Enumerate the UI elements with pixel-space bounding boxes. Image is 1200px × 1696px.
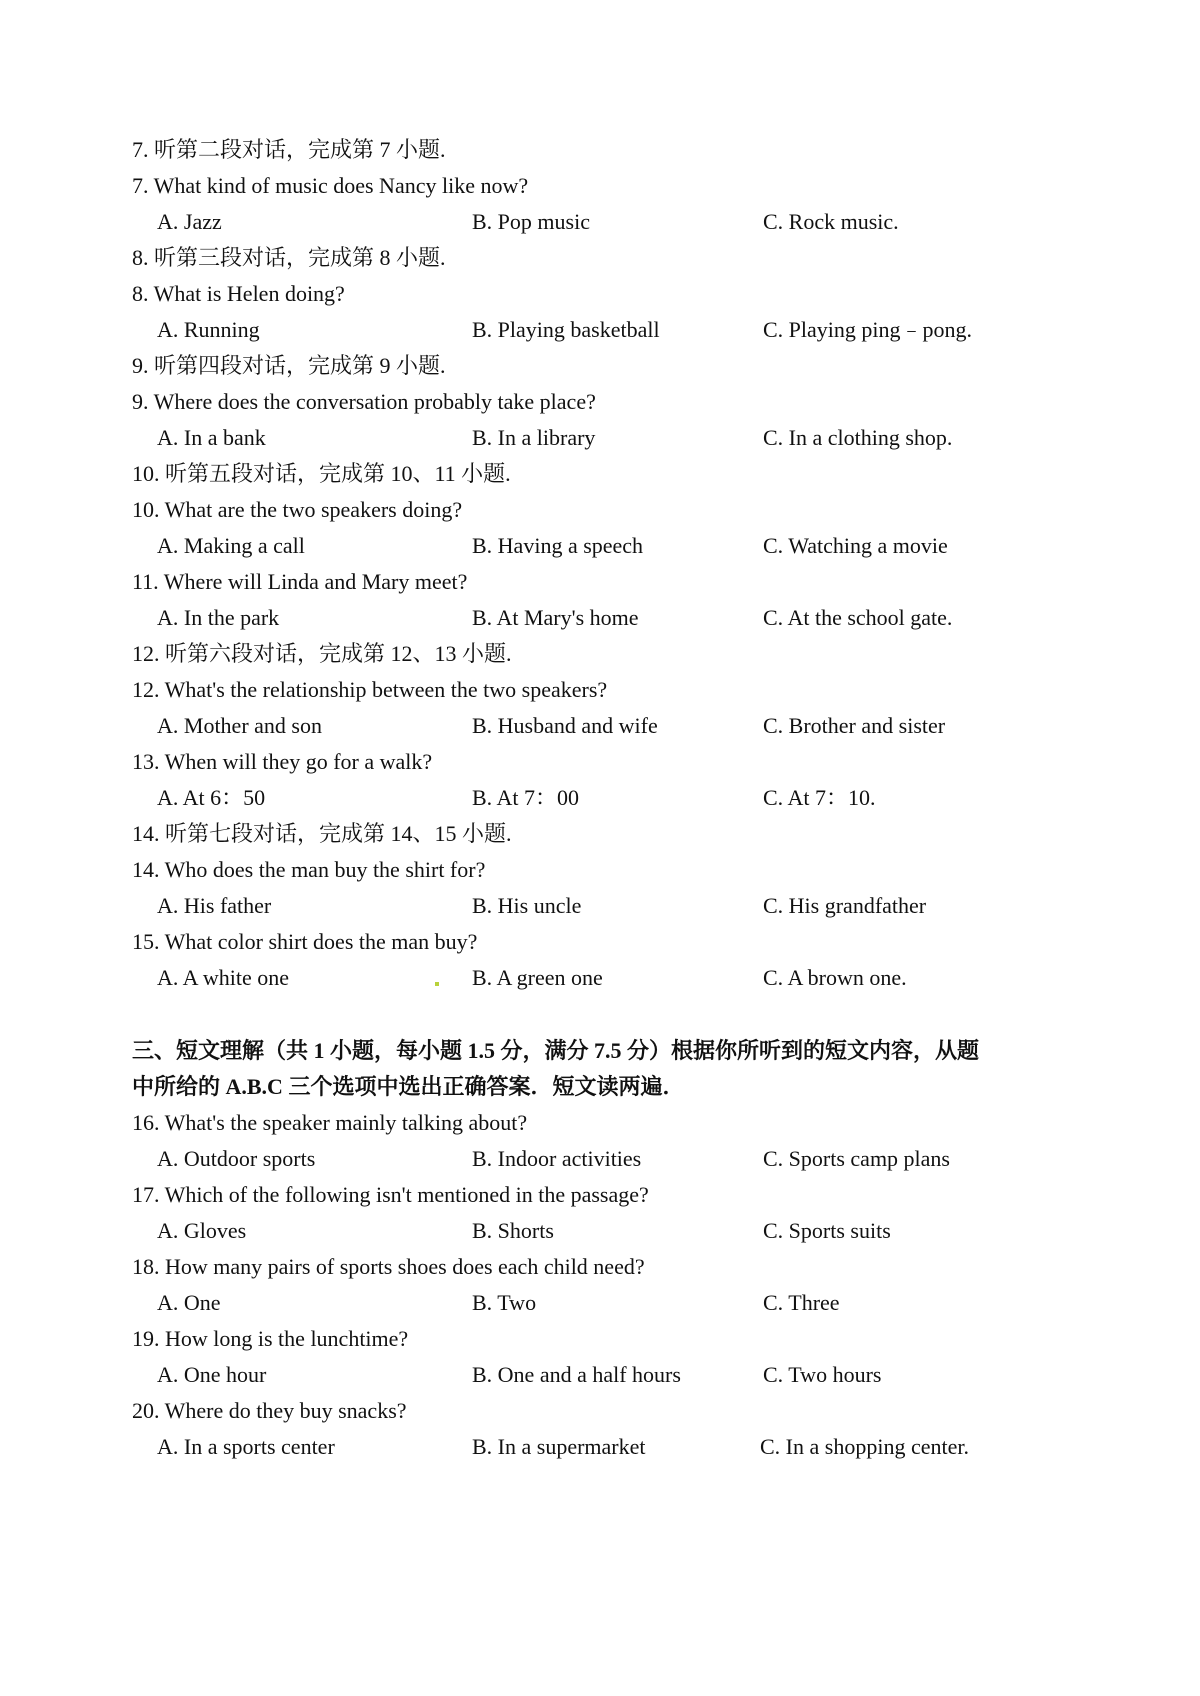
q19-option-a: A. One hour (157, 1362, 267, 1387)
q16-option-a: A. Outdoor sports (157, 1146, 316, 1171)
q10-option-c: C. Watching a movie (763, 533, 948, 558)
question-13: 13. When will they go for a walk? (132, 749, 433, 774)
q20-option-a: A. In a sports center (157, 1434, 335, 1459)
q17-option-a: A. Gloves (157, 1218, 247, 1243)
section-4-heading: 9. 听第四段对话，完成第 9 小题. (132, 353, 446, 378)
q11-option-a: A. In the park (157, 605, 280, 630)
q16-option-b: B. Indoor activities (472, 1146, 642, 1171)
q17-option-b: B. Shorts (472, 1218, 554, 1243)
q9-option-b: B. In a library (472, 425, 596, 450)
q13-option-c: C. At 7：10. (763, 785, 876, 810)
scan-speck (435, 982, 439, 986)
q15-option-b: B. A green one (472, 965, 603, 990)
q10-option-a: A. Making a call (157, 533, 305, 558)
question-12: 12. What's the relationship between the two speakers? (132, 677, 608, 702)
question-18: 18. How many pairs of sports shoes does each child need? (132, 1254, 645, 1279)
q12-option-b: B. Husband and wife (472, 713, 658, 738)
part-3-instructions-line-1: 三、短文理解（共 1 小题，每小题 1.5 分，满分 7.5 分）根据你所听到的短文内容，从题 (132, 1038, 980, 1063)
q19-option-c: C. Two hours (763, 1362, 882, 1387)
q17-option-c: C. Sports suits (763, 1218, 891, 1243)
q9-option-a: A. In a bank (157, 425, 266, 450)
section-6-heading: 12. 听第六段对话，完成第 12、13 小题. (132, 641, 512, 666)
q11-option-c: C. At the school gate. (763, 605, 953, 630)
q7-option-c: C. Rock music. (763, 209, 899, 234)
q9-option-c: C. In a clothing shop. (763, 425, 953, 450)
q14-option-b: B. His uncle (472, 893, 582, 918)
q12-option-a: A. Mother and son (157, 713, 322, 738)
q8-option-c: C. Playing ping﹣pong. (763, 317, 973, 342)
q8-option-b: B. Playing basketball (472, 317, 660, 342)
q16-option-c: C. Sports camp plans (763, 1146, 950, 1171)
part-3-instructions-line-2: 中所给的 A.B.C 三个选项中选出正确答案．短文读两遍． (132, 1074, 685, 1099)
section-3-heading: 8. 听第三段对话，完成第 8 小题. (132, 245, 446, 270)
q11-option-b: B. At Mary's home (472, 605, 639, 630)
q19-option-b: B. One and a half hours (472, 1362, 681, 1387)
q12-option-c: C. Brother and sister (763, 713, 946, 738)
q20-option-c: C. In a shopping center. (760, 1434, 969, 1459)
q7-option-b: B. Pop music (472, 209, 590, 234)
question-14: 14. Who does the man buy the shirt for? (132, 857, 486, 882)
q18-option-a: A. One (157, 1290, 221, 1315)
section-5-heading: 10. 听第五段对话，完成第 10、11 小题. (132, 461, 511, 486)
q14-option-c: C. His grandfather (763, 893, 927, 918)
q15-option-a: A. A white one (157, 965, 289, 990)
q18-option-c: C. Three (763, 1290, 840, 1315)
question-19: 19. How long is the lunchtime? (132, 1326, 409, 1351)
question-20: 20. Where do they buy snacks? (132, 1398, 407, 1423)
q13-option-a: A. At 6：50 (157, 785, 266, 810)
q8-option-a: A. Running (157, 317, 260, 342)
question-10: 10. What are the two speakers doing? (132, 497, 463, 522)
question-17: 17. Which of the following isn't mentioned in the passage? (132, 1182, 649, 1207)
question-15: 15. What color shirt does the man buy? (132, 929, 478, 954)
q10-option-b: B. Having a speech (472, 533, 644, 558)
q15-option-c: C. A brown one. (763, 965, 907, 990)
question-11: 11. Where will Linda and Mary meet? (132, 569, 468, 594)
q20-option-b: B. In a supermarket (472, 1434, 646, 1459)
q14-option-a: A. His father (157, 893, 272, 918)
section-2-heading: 7. 听第二段对话，完成第 7 小题. (132, 137, 446, 162)
question-8: 8. What is Helen doing? (132, 281, 345, 306)
question-9: 9. Where does the conversation probably take place? (132, 389, 596, 414)
q18-option-b: B. Two (472, 1290, 537, 1315)
section-7-heading: 14. 听第七段对话，完成第 14、15 小题. (132, 821, 512, 846)
question-16: 16. What's the speaker mainly talking about? (132, 1110, 528, 1135)
question-7: 7. What kind of music does Nancy like now? (132, 173, 529, 198)
q7-option-a: A. Jazz (157, 209, 222, 234)
q13-option-b: B. At 7：00 (472, 785, 579, 810)
